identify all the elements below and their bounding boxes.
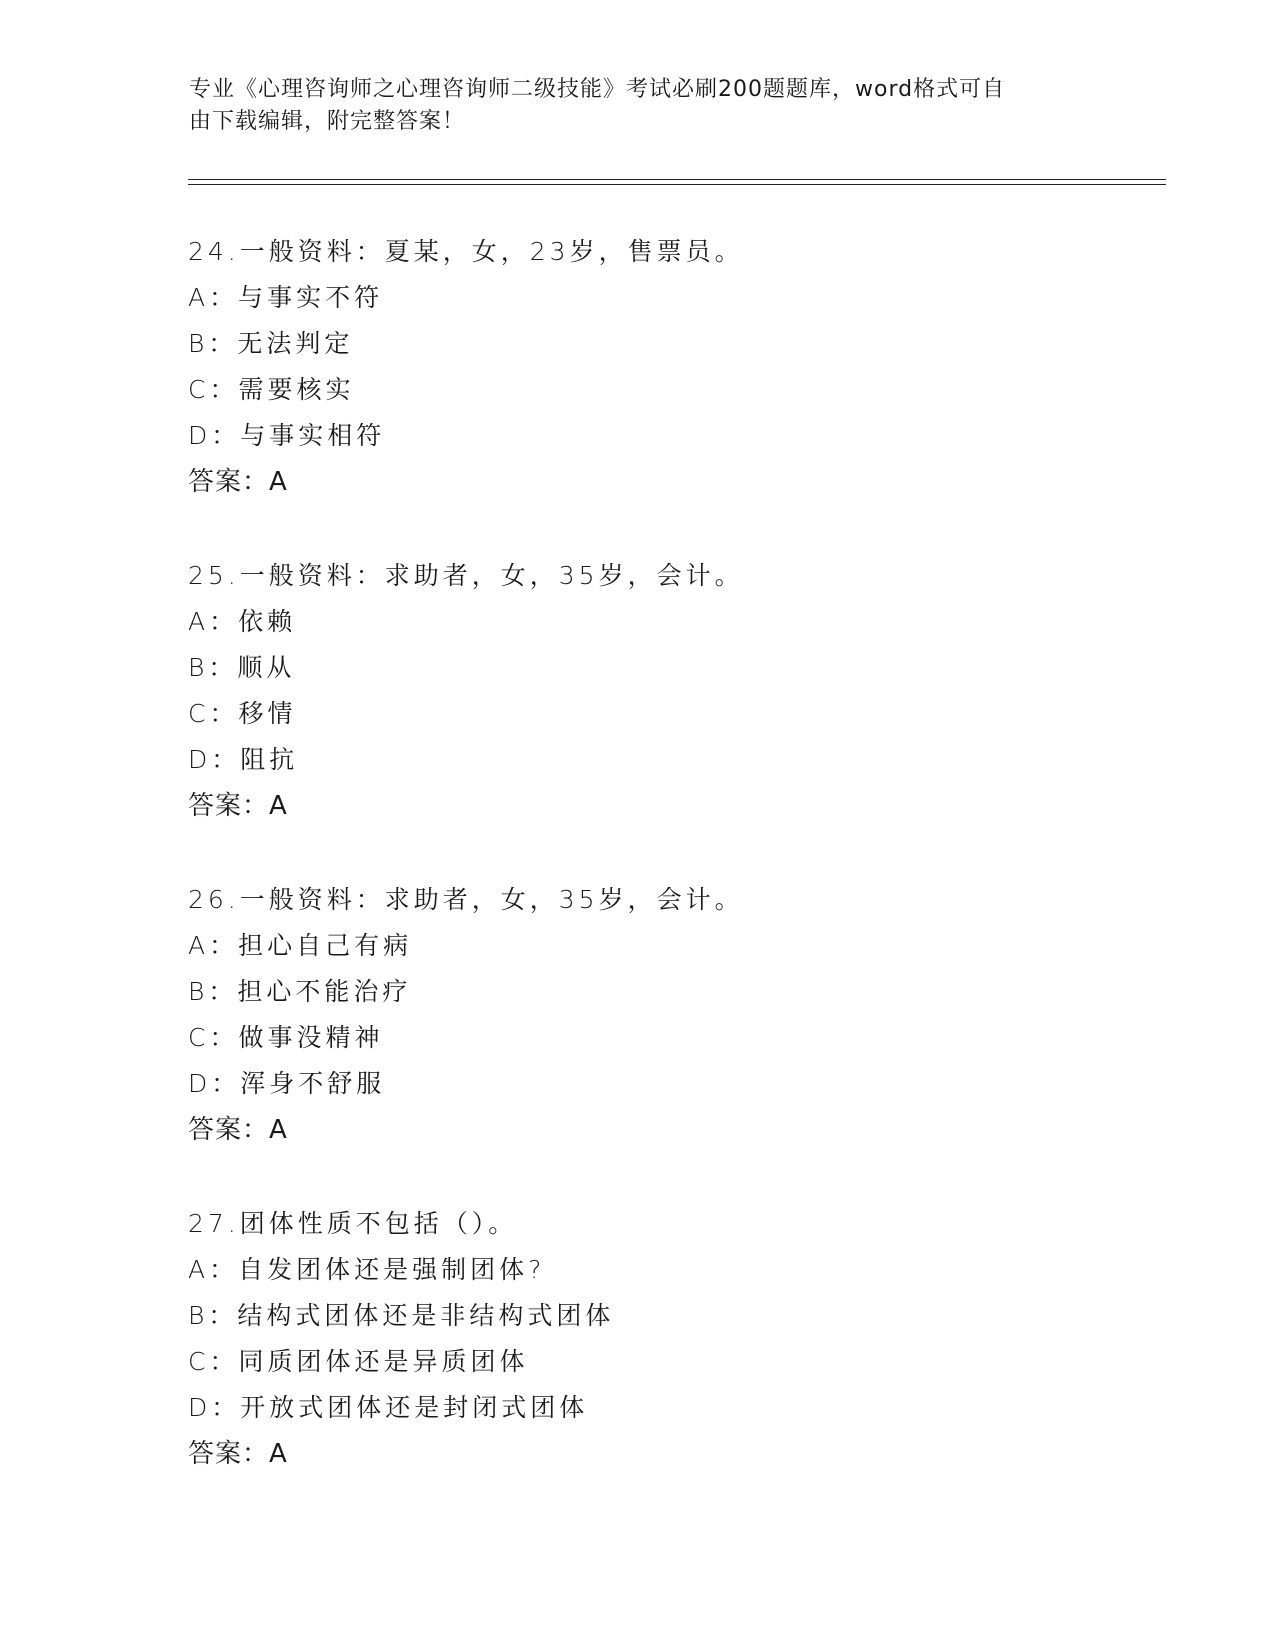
- option-a: A：依赖: [188, 607, 297, 636]
- question-stem: 27.团体性质不包括（）。: [188, 1209, 518, 1238]
- option-b: B：顺从: [188, 653, 296, 682]
- question-stem: 25.一般资料：求助者，女，35岁，会计。: [188, 561, 744, 590]
- option-c: C：移情: [188, 699, 297, 728]
- option-c: C：同质团体还是异质团体: [188, 1347, 529, 1376]
- header-divider-top: [188, 179, 1166, 180]
- option-d: D：浑身不舒服: [188, 1069, 386, 1098]
- option-b: B：结构式团体还是非结构式团体: [188, 1301, 615, 1330]
- header-divider-bottom: [188, 184, 1166, 185]
- option-a: A：自发团体还是强制团体?: [188, 1255, 546, 1284]
- option-a: A：担心自己有病: [188, 931, 413, 960]
- option-b: B：担心不能治疗: [188, 977, 412, 1006]
- question-stem: 26.一般资料：求助者，女，35岁，会计。: [188, 885, 744, 914]
- option-b: B：无法判定: [188, 329, 354, 358]
- option-d: D：开放式团体还是封闭式团体: [188, 1393, 589, 1422]
- answer-line: 答案：A: [188, 1115, 288, 1145]
- question-block: [188, 877, 1168, 1153]
- question-stem: 24.一般资料：夏某，女，23岁，售票员。: [188, 237, 744, 266]
- document-header: [189, 74, 1089, 138]
- option-d: D：与事实相符: [188, 421, 386, 450]
- header-line-1: 专业《心理咨询师之心理咨询师二级技能》考试必刷200题题库，word格式可自: [189, 77, 1006, 102]
- question-block: [188, 229, 1168, 505]
- option-d: D：阻抗: [188, 745, 299, 774]
- option-c: C：做事没精神: [188, 1023, 384, 1052]
- answer-line: 答案：A: [188, 1439, 288, 1469]
- answer-line: 答案：A: [188, 791, 288, 821]
- question-block: [188, 553, 1168, 829]
- option-c: C：需要核实: [188, 375, 355, 404]
- header-line-2: 由下载编辑，附完整答案！: [189, 109, 466, 134]
- question-block: [188, 1201, 1168, 1477]
- option-a: A：与事实不符: [188, 283, 384, 312]
- answer-line: 答案：A: [188, 467, 288, 497]
